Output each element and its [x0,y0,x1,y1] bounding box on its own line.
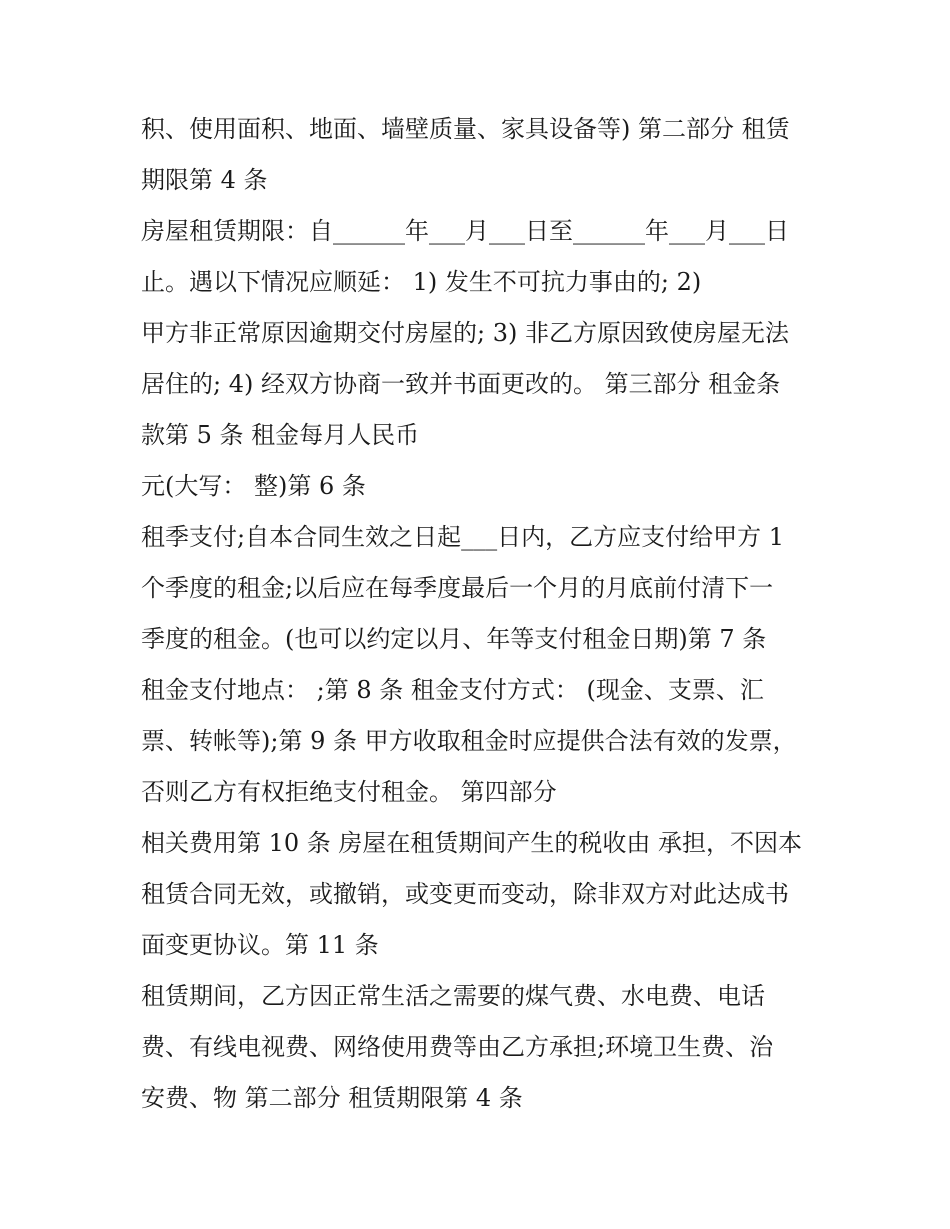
text-line: 费、有线电视费、网络使用费等由乙方承担;环境卫生费、治 [141,1033,774,1061]
text-line: 票、转帐等);第 9 条 甲方收取租金时应提供合法有效的发票， [141,727,797,755]
text-line: 租金支付地点： ;第 8 条 租金支付方式： (现金、支票、汇 [141,676,764,704]
text-line: 租季支付;自本合同生效之日起___日内，乙方应支付给甲方 1 [141,523,784,551]
contract-text-block [141,104,821,1124]
text-line: 否则乙方有权拒绝支付租金。 第四部分 [141,778,557,806]
text-line: 租赁合同无效，或撤销，或变更而变动，除非双方对此达成书 [141,880,789,908]
text-line: 元(大写： 整)第 6 条 [141,472,366,500]
text-line: 款第 5 条 租金每月人民币 [141,421,420,449]
text-line: 季度的租金。(也可以约定以月、年等支付租金日期)第 7 条 [141,625,767,653]
text-line: 期限第 4 条 [141,166,268,194]
text-line: 安费、物 第二部分 租赁期限第 4 条 [141,1084,523,1112]
text-line: 个季度的租金;以后应在每季度最后一个月的月底前付清下一 [141,574,774,602]
text-line: 甲方非正常原因逾期交付房屋的; 3) 非乙方原因致使房屋无法 [141,319,789,347]
text-line: 面变更协议。第 11 条 [141,931,379,959]
text-line: 相关费用第 10 条 房屋在租赁期间产生的税收由 承担，不因本 [141,829,803,857]
text-line: 房屋租赁期限：自______年___月___日至______年___月___日 [141,217,789,245]
text-line: 积、使用面积、地面、墙壁质量、家具设备等) 第二部分 租赁 [141,115,790,143]
text-line: 居住的; 4) 经双方协商一致并书面更改的。 第三部分 租金条 [141,370,781,398]
text-line: 止。遇以下情况应顺延： 1) 发生不可抗力事由的; 2) [141,268,702,296]
text-line: 租赁期间，乙方因正常生活之需要的煤气费、水电费、电话 [141,982,765,1010]
